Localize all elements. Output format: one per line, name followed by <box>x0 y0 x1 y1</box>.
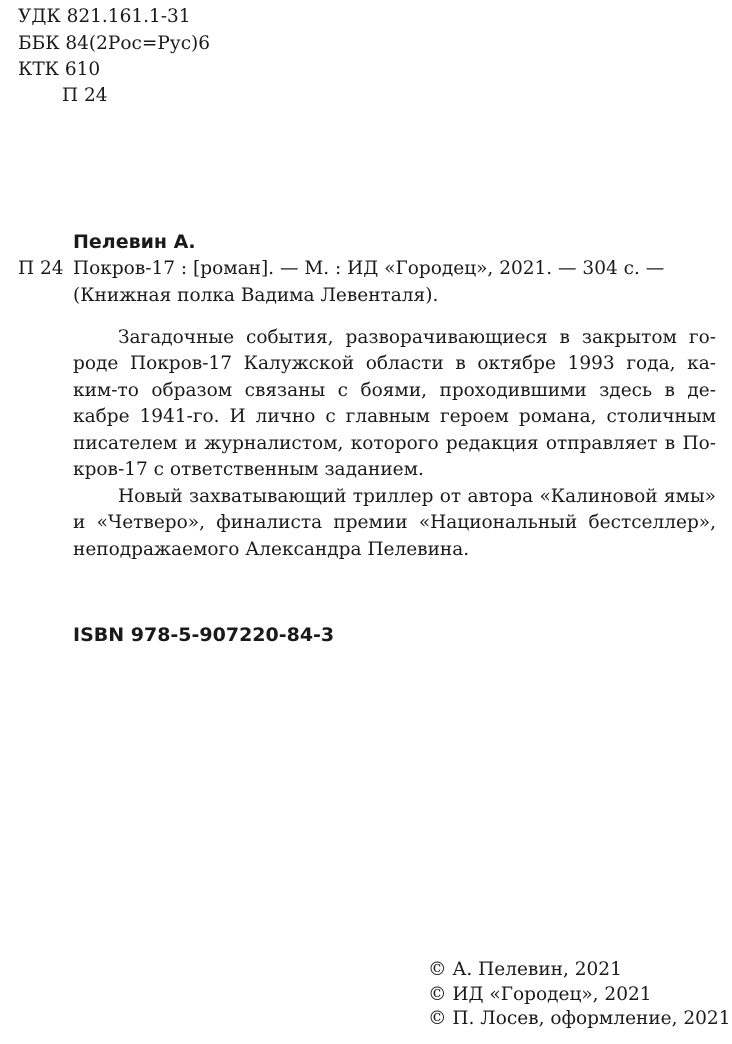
copyright-line: © ИД «Городец», 2021 <box>428 984 652 1005</box>
annotation-line: Новый захватывающий триллер от автора «Калиновой ямы» <box>118 486 716 507</box>
annotation-line: и «Четверо», финалиста премии «Национальный бестселлер», <box>73 512 716 533</box>
annotation-line: кабре 1941-го. И лично с главным героем романа, столичным <box>73 406 716 427</box>
author-heading: Пелевин А. <box>73 231 196 253</box>
isbn: ISBN 978-5-907220-84-3 <box>73 624 335 646</box>
copyright-line: © П. Лосев, оформление, 2021 <box>428 1008 731 1029</box>
copyright-line: © А. Пелевин, 2021 <box>428 959 622 980</box>
description-line-2: (Книжная полка Вадима Левенталя). <box>73 285 439 306</box>
udk-code: УДК 821.161.1-31 <box>18 6 191 27</box>
annotation-line: неподражаемого Александра Пелевина. <box>73 539 470 560</box>
ktk-code: КТК 610 <box>18 59 101 80</box>
description-line-1: Покров-17 : [роман]. — М. : ИД «Городец», 2021. — 304 с. — <box>73 258 665 279</box>
annotation-line: кров-17 с ответственным заданием. <box>73 459 424 480</box>
annotation-line: Загадочные события, разворачивающиеся в закрытом го- <box>118 327 716 348</box>
author-mark: П 24 <box>18 258 64 279</box>
annotation-line: роде Покров-17 Калужской области в октябре 1993 года, ка- <box>73 353 716 374</box>
annotation-line: ким-то образом связаны с боями, проходившими здесь в де- <box>73 380 716 401</box>
annotation-line: писателем и журналистом, которого редакция отправляет в По- <box>73 433 716 454</box>
author-mark-top: П 24 <box>62 85 108 106</box>
bbk-code: ББК 84(2Рос=Рус)6 <box>18 33 211 54</box>
